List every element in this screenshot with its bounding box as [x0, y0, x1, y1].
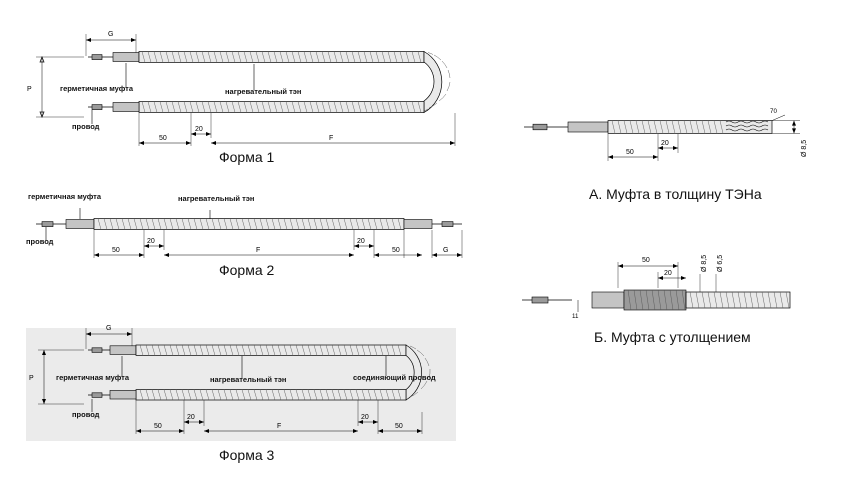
label-germ-mufta-f2: герметичная муфта [28, 192, 102, 201]
svg-text:G: G [443, 247, 449, 254]
svg-text:50: 50 [626, 149, 634, 156]
figure-mufta-a [500, 95, 820, 180]
svg-text:20: 20 [147, 238, 155, 245]
svg-text:50: 50 [112, 247, 120, 254]
svg-text:G: G [106, 325, 112, 332]
svg-text:20: 20 [195, 126, 203, 133]
figure-mufta-b [500, 240, 820, 330]
label-nagrev-ten-f3: нагревательный тэн [210, 375, 287, 384]
svg-text:50: 50 [159, 135, 167, 142]
svg-text:20: 20 [661, 140, 669, 147]
caption-forma-2: Форма 2 [219, 262, 275, 278]
svg-text:P: P [27, 86, 32, 93]
svg-text:20: 20 [664, 270, 672, 277]
figure-forma-1 [14, 12, 480, 152]
svg-text:F: F [329, 135, 334, 142]
mufta-a-drawing [500, 95, 820, 180]
svg-text:50: 50 [154, 423, 162, 430]
label-provod-f2: провод [26, 237, 54, 246]
caption-forma-3: Форма 3 [219, 447, 275, 463]
svg-text:20: 20 [361, 414, 369, 421]
svg-text:20: 20 [357, 238, 365, 245]
svg-text:Ø 8,5: Ø 8,5 [701, 254, 708, 272]
svg-text:20: 20 [187, 414, 195, 421]
caption-forma-1: Форма 1 [219, 149, 275, 165]
svg-text:70: 70 [770, 108, 777, 115]
figure-forma-3 [14, 320, 480, 450]
label-germ-mufta-f3: герметичная муфта [56, 373, 130, 382]
label-germ-mufta-f1: герметичная муфта [60, 84, 134, 93]
label-nagrev-ten-f2: нагревательный тэн [178, 194, 255, 203]
forma-1-drawing [14, 12, 480, 152]
svg-text:11: 11 [572, 313, 579, 320]
svg-text:Ø 8,5: Ø 8,5 [801, 139, 808, 157]
svg-text:50: 50 [642, 257, 650, 264]
label-provod-f3: провод [72, 410, 100, 419]
svg-text:50: 50 [395, 423, 403, 430]
caption-mufta-a: А. Муфта в толщину ТЭНа [589, 186, 762, 202]
svg-text:G: G [108, 31, 114, 38]
svg-text:P: P [29, 375, 34, 382]
caption-mufta-b: Б. Муфта с утолщением [594, 329, 751, 345]
label-provod-f1: провод [72, 122, 100, 131]
svg-text:50: 50 [392, 247, 400, 254]
svg-text:Ø 6,5: Ø 6,5 [717, 254, 724, 272]
svg-text:F: F [256, 247, 261, 254]
label-soed-provod-f3: соединяющий провод [353, 373, 436, 382]
svg-text:F: F [277, 423, 282, 430]
figure-forma-2 [14, 178, 480, 268]
forma-3-drawing [14, 320, 480, 450]
mufta-b-drawing [500, 240, 820, 330]
label-nagrev-ten-f1: нагревательный тэн [225, 87, 302, 96]
